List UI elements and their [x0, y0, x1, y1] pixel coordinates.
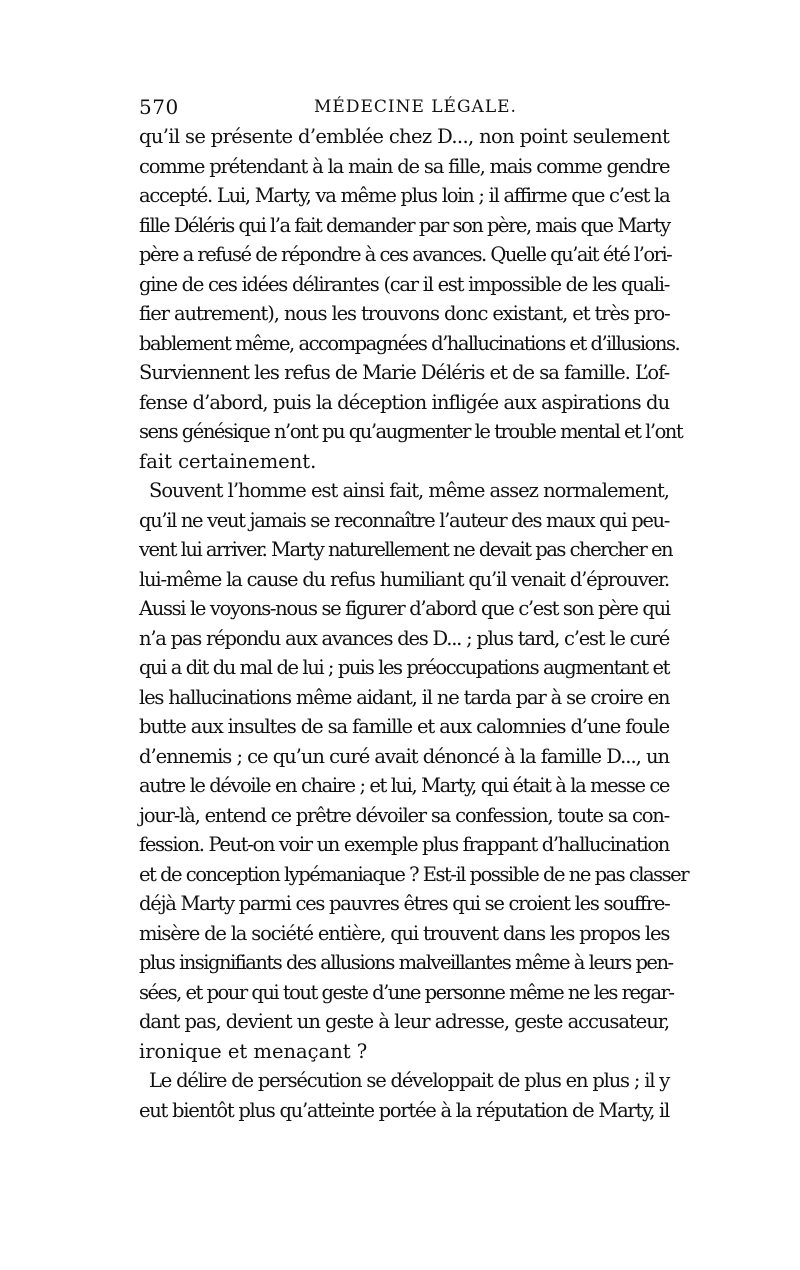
text-line: et de conception lypémaniaque ? Est-il possible de ne pas classer [139, 862, 689, 886]
text-line: Souvent l’homme est ainsi fait, même assez normalement, [149, 479, 669, 502]
page-number: 570 [139, 95, 179, 119]
text-line: fession. Peut-on voir un exemple plus frappant d’hallucination [139, 833, 669, 856]
text-line: qui a dit du mal de lui ; puis les préoccupations augmentant et [139, 656, 669, 679]
text-line: comme prétendant à la main de sa fille, mais comme gendre [139, 154, 670, 178]
text-line: plus insignifiants des allusions malveillantes même à leurs pen- [139, 951, 673, 974]
text-line: n’a pas répondu aux avances des D... ; plus tard, c’est le curé [139, 626, 670, 650]
text-line: qu’il se présente d’emblée chez D..., non point seulement [139, 125, 670, 148]
text-line: père a refusé de répondre à ces avances. Quelle qu’ait été l’ori- [139, 243, 672, 266]
text-line: les hallucinations même aidant, il ne tarda par à se croire en [139, 685, 670, 709]
text-line: déjà Marty parmi ces pauvres êtres qui se croient les souffre- [139, 892, 670, 915]
text-line: Aussi le voyons-nous se figurer d’abord que c’est son père qui [139, 597, 670, 620]
text-line: dant pas, devient un geste à leur adresse, geste accusateur, [139, 1010, 669, 1033]
text-line: ironique et menaçant ? [139, 1039, 368, 1063]
body-text [139, 122, 689, 1125]
running-head [139, 92, 669, 122]
running-title: MÉDECINE LÉGALE. [314, 97, 517, 117]
text-line: fense d’abord, puis la déception infligée aux aspirations du [139, 390, 670, 414]
text-line: sées, et pour qui tout geste d’une personne même ne les regar- [139, 980, 674, 1004]
text-line: Surviennent les refus de Marie Déléris et de sa famille. L’of- [139, 361, 670, 384]
text-line: lui-même la cause du refus humiliant qu’il venait d’éprouver. [139, 567, 670, 591]
text-line: d’ennemis ; ce qu’un curé avait dénoncé à la famille D..., un [139, 744, 669, 768]
text-line: bablement même, accompagnées d’hallucinations et d’illusions. [139, 331, 680, 355]
text-line: eut bientôt plus qu’atteinte portée à la réputation de Marty, il [139, 1098, 669, 1122]
text-line: fille Déléris qui l’a fait demander par son père, mais que Marty [139, 213, 670, 237]
text-line: misère de la société entière, qui trouvent dans les propos les [139, 921, 670, 945]
text-line: autre le dévoile en chaire ; et lui, Marty, qui était à la messe ce [139, 774, 669, 797]
text-line: qu’il ne veut jamais se reconnaître l’auteur des maux qui peu- [139, 508, 669, 532]
text-line: jour-là, entend ce prêtre dévoiler sa confession, toute sa con- [139, 803, 669, 827]
text-line: fait certainement. [139, 449, 317, 473]
text-line: vent lui arriver. Marty naturellement ne devait pas chercher en [139, 538, 673, 561]
text-line: fier autrement), nous les trouvons donc existant, et très pro- [139, 302, 670, 325]
text-line: gine de ces idées délirantes (car il est impossible de les quali- [139, 272, 669, 296]
text-line: butte aux insultes de sa famille et aux calomnies d’une foule [139, 715, 669, 738]
text-line: accepté. Lui, Marty, va même plus loin ; il affirme que c’est la [139, 184, 670, 207]
text-line: sens génésique n’ont pu qu’augmenter le trouble mental et l’ont [139, 420, 683, 443]
text-line: Le délire de persécution se développait de plus en plus ; il y [149, 1069, 670, 1092]
